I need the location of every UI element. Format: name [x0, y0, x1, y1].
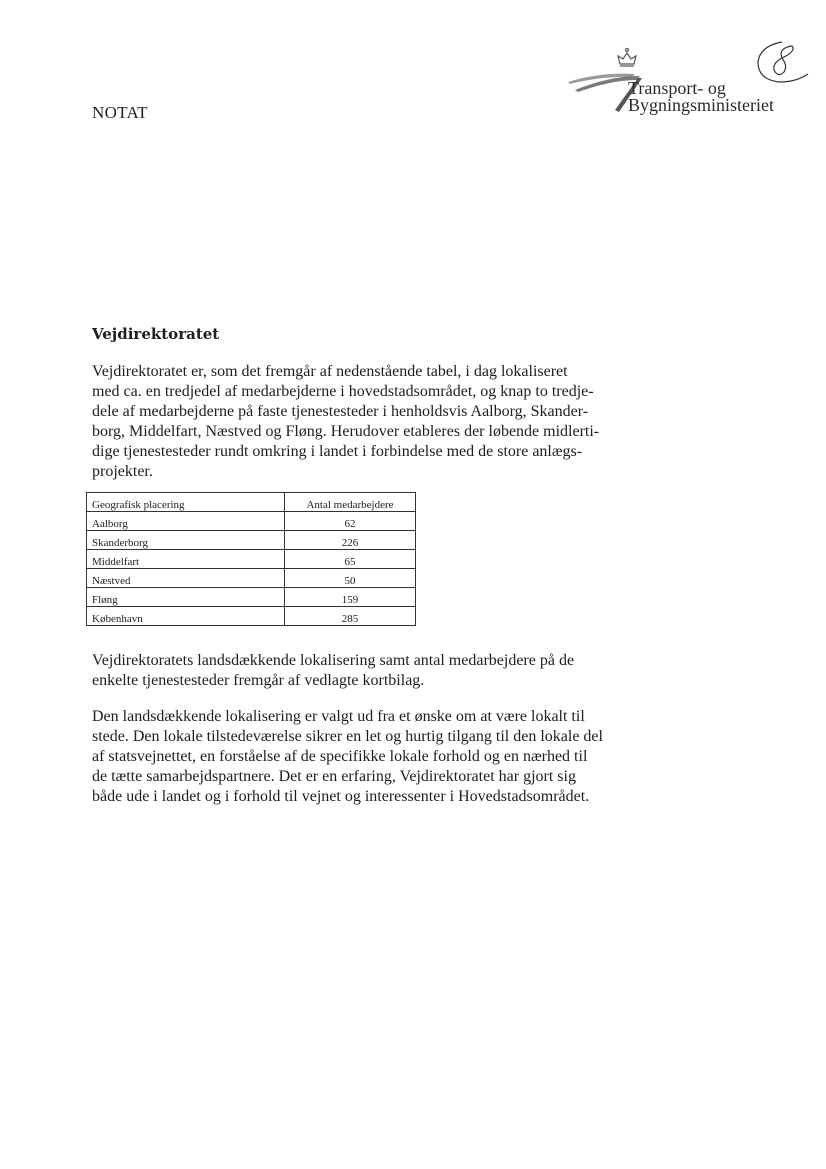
count-cell: 226: [285, 531, 416, 550]
table-header-row: [87, 493, 416, 512]
intro-paragraph: [92, 362, 600, 482]
localisation-paragraph: [92, 707, 603, 807]
ministry-name-line1: Transport- og: [628, 78, 726, 98]
location-cell: Næstved: [87, 569, 285, 588]
crown-icon: [618, 49, 636, 67]
count-cell: 285: [285, 607, 416, 626]
paragraph-line: Vejdirektoratets landsdækkende lokalisering samt antal medarbejdere på de: [92, 652, 575, 669]
paragraph-line: de tætte samarbejdspartnere. Det er en erfaring, Vejdirektoratet har gjort sig: [92, 768, 576, 785]
location-cell: Middelfart: [87, 550, 285, 569]
table-row: [87, 588, 416, 607]
count-cell: 62: [285, 512, 416, 531]
paragraph-line: både ude i landet og i forhold til vejnet og interessenter i Hovedstadsområdet.: [92, 788, 590, 805]
paragraph-line: borg, Middelfart, Næstved og Fløng. Herudover etableres der løbende midlerti-: [92, 423, 600, 440]
paragraph-line: Vejdirektoratet er, som det fremgår af nedenstående tabel, i dag lokaliseret: [92, 363, 568, 380]
paragraph-line: Den landsdækkende lokalisering er valgt ud fra et ønske om at være lokalt til: [92, 708, 585, 725]
count-cell: 50: [285, 569, 416, 588]
column-header-location: Geografisk placering: [87, 493, 285, 512]
document-type: NOTAT: [92, 103, 148, 122]
location-cell: Aalborg: [87, 512, 285, 531]
employee-table: [86, 492, 416, 626]
paragraph-line: enkelte tjenestesteder fremgår af vedlagte kortbilag.: [92, 672, 425, 689]
count-cell: 159: [285, 588, 416, 607]
location-cell: Fløng: [87, 588, 285, 607]
column-header-count: Antal medarbejdere: [285, 493, 416, 512]
paragraph-line: stede. Den lokale tilstedeværelse sikrer en let og hurtig tilgang til den lokale del: [92, 728, 603, 745]
paragraph-line: dele af medarbejderne på faste tjenestesteder i henholdsvis Aalborg, Skander-: [92, 403, 589, 420]
paragraph-line: af statsvejnettet, en forståelse af de specifikke lokale forhold og en nærhed til: [92, 748, 588, 765]
table-row: [87, 550, 416, 569]
ministry-name-line2: Bygningsministeriet: [628, 95, 774, 115]
section-heading: Vejdirektoratet: [92, 325, 220, 343]
handwritten-page-number: [752, 38, 810, 88]
paragraph-line: projekter.: [92, 463, 153, 480]
table-row: [87, 512, 416, 531]
location-cell: København: [87, 607, 285, 626]
paragraph-line: med ca. en tredjedel af medarbejderne i hovedstadsområdet, og knap to tredje-: [92, 383, 594, 400]
map-reference-paragraph: [92, 651, 592, 691]
table-row: [87, 607, 416, 626]
location-cell: Skanderborg: [87, 531, 285, 550]
paragraph-line: dige tjenestesteder rundt omkring i landet i forbindelse med de store anlægs-: [92, 443, 583, 460]
count-cell: 65: [285, 550, 416, 569]
table-row: [87, 569, 416, 588]
table-row: [87, 531, 416, 550]
